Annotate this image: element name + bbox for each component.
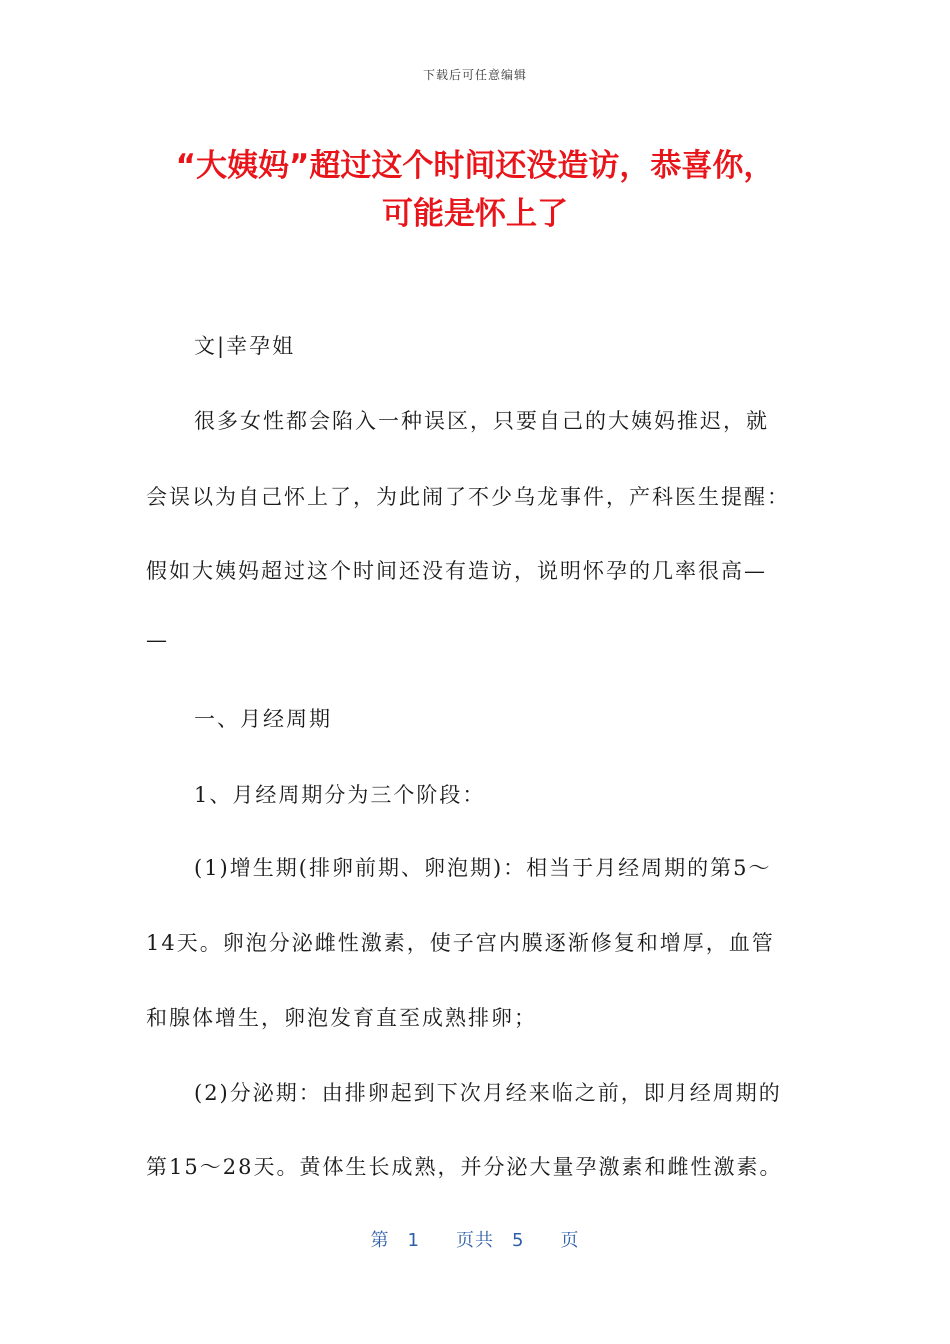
document-title — [120, 142, 830, 238]
title-line-2: 可能是怀上了 — [382, 196, 568, 232]
paragraph-line: (1)增生期(排卵前期、卵泡期)：相当于月经周期的第5～ — [194, 856, 772, 880]
title-line-1: “大姨妈”超过这个时间还没造访，恭喜你， — [175, 148, 775, 184]
paragraph-line: — — [146, 628, 169, 652]
footer-suffix: 页 — [560, 1230, 580, 1251]
page-number-footer — [0, 1226, 950, 1252]
section-heading: 一、月经周期 — [194, 707, 332, 731]
footer-prefix: 第 — [370, 1230, 390, 1251]
author-line: 文|幸孕姐 — [194, 334, 296, 358]
paragraph-line: 和腺体增生，卵泡发育直至成熟排卵； — [146, 1006, 537, 1030]
list-item: 1、月经周期分为三个阶段： — [194, 783, 486, 807]
paragraph-line: 会误以为自己怀上了，为此闹了不少乌龙事件，产科医生提醒： — [146, 485, 790, 509]
paragraph-line: (2)分泌期：由排卵起到下次月经来临之前，即月经周期的 — [194, 1081, 782, 1105]
paragraph-line: 14天。卵泡分泌雌性激素，使子宫内膜逐渐修复和增厚，血管 — [146, 931, 775, 955]
paragraph-line: 很多女性都会陷入一种误区，只要自己的大姨妈推迟，就 — [194, 409, 769, 433]
page-header: 下载后可任意编辑 — [422, 68, 527, 82]
footer-middle: 页共 — [456, 1230, 494, 1251]
current-page-number: 1 — [407, 1230, 420, 1251]
paragraph-line: 第15～28天。黄体生长成熟，并分泌大量孕激素和雌性激素。 — [146, 1155, 783, 1179]
paragraph-line: 假如大姨妈超过这个时间还没有造访，说明怀孕的几率很高— — [146, 559, 767, 583]
total-page-count: 5 — [512, 1230, 525, 1251]
